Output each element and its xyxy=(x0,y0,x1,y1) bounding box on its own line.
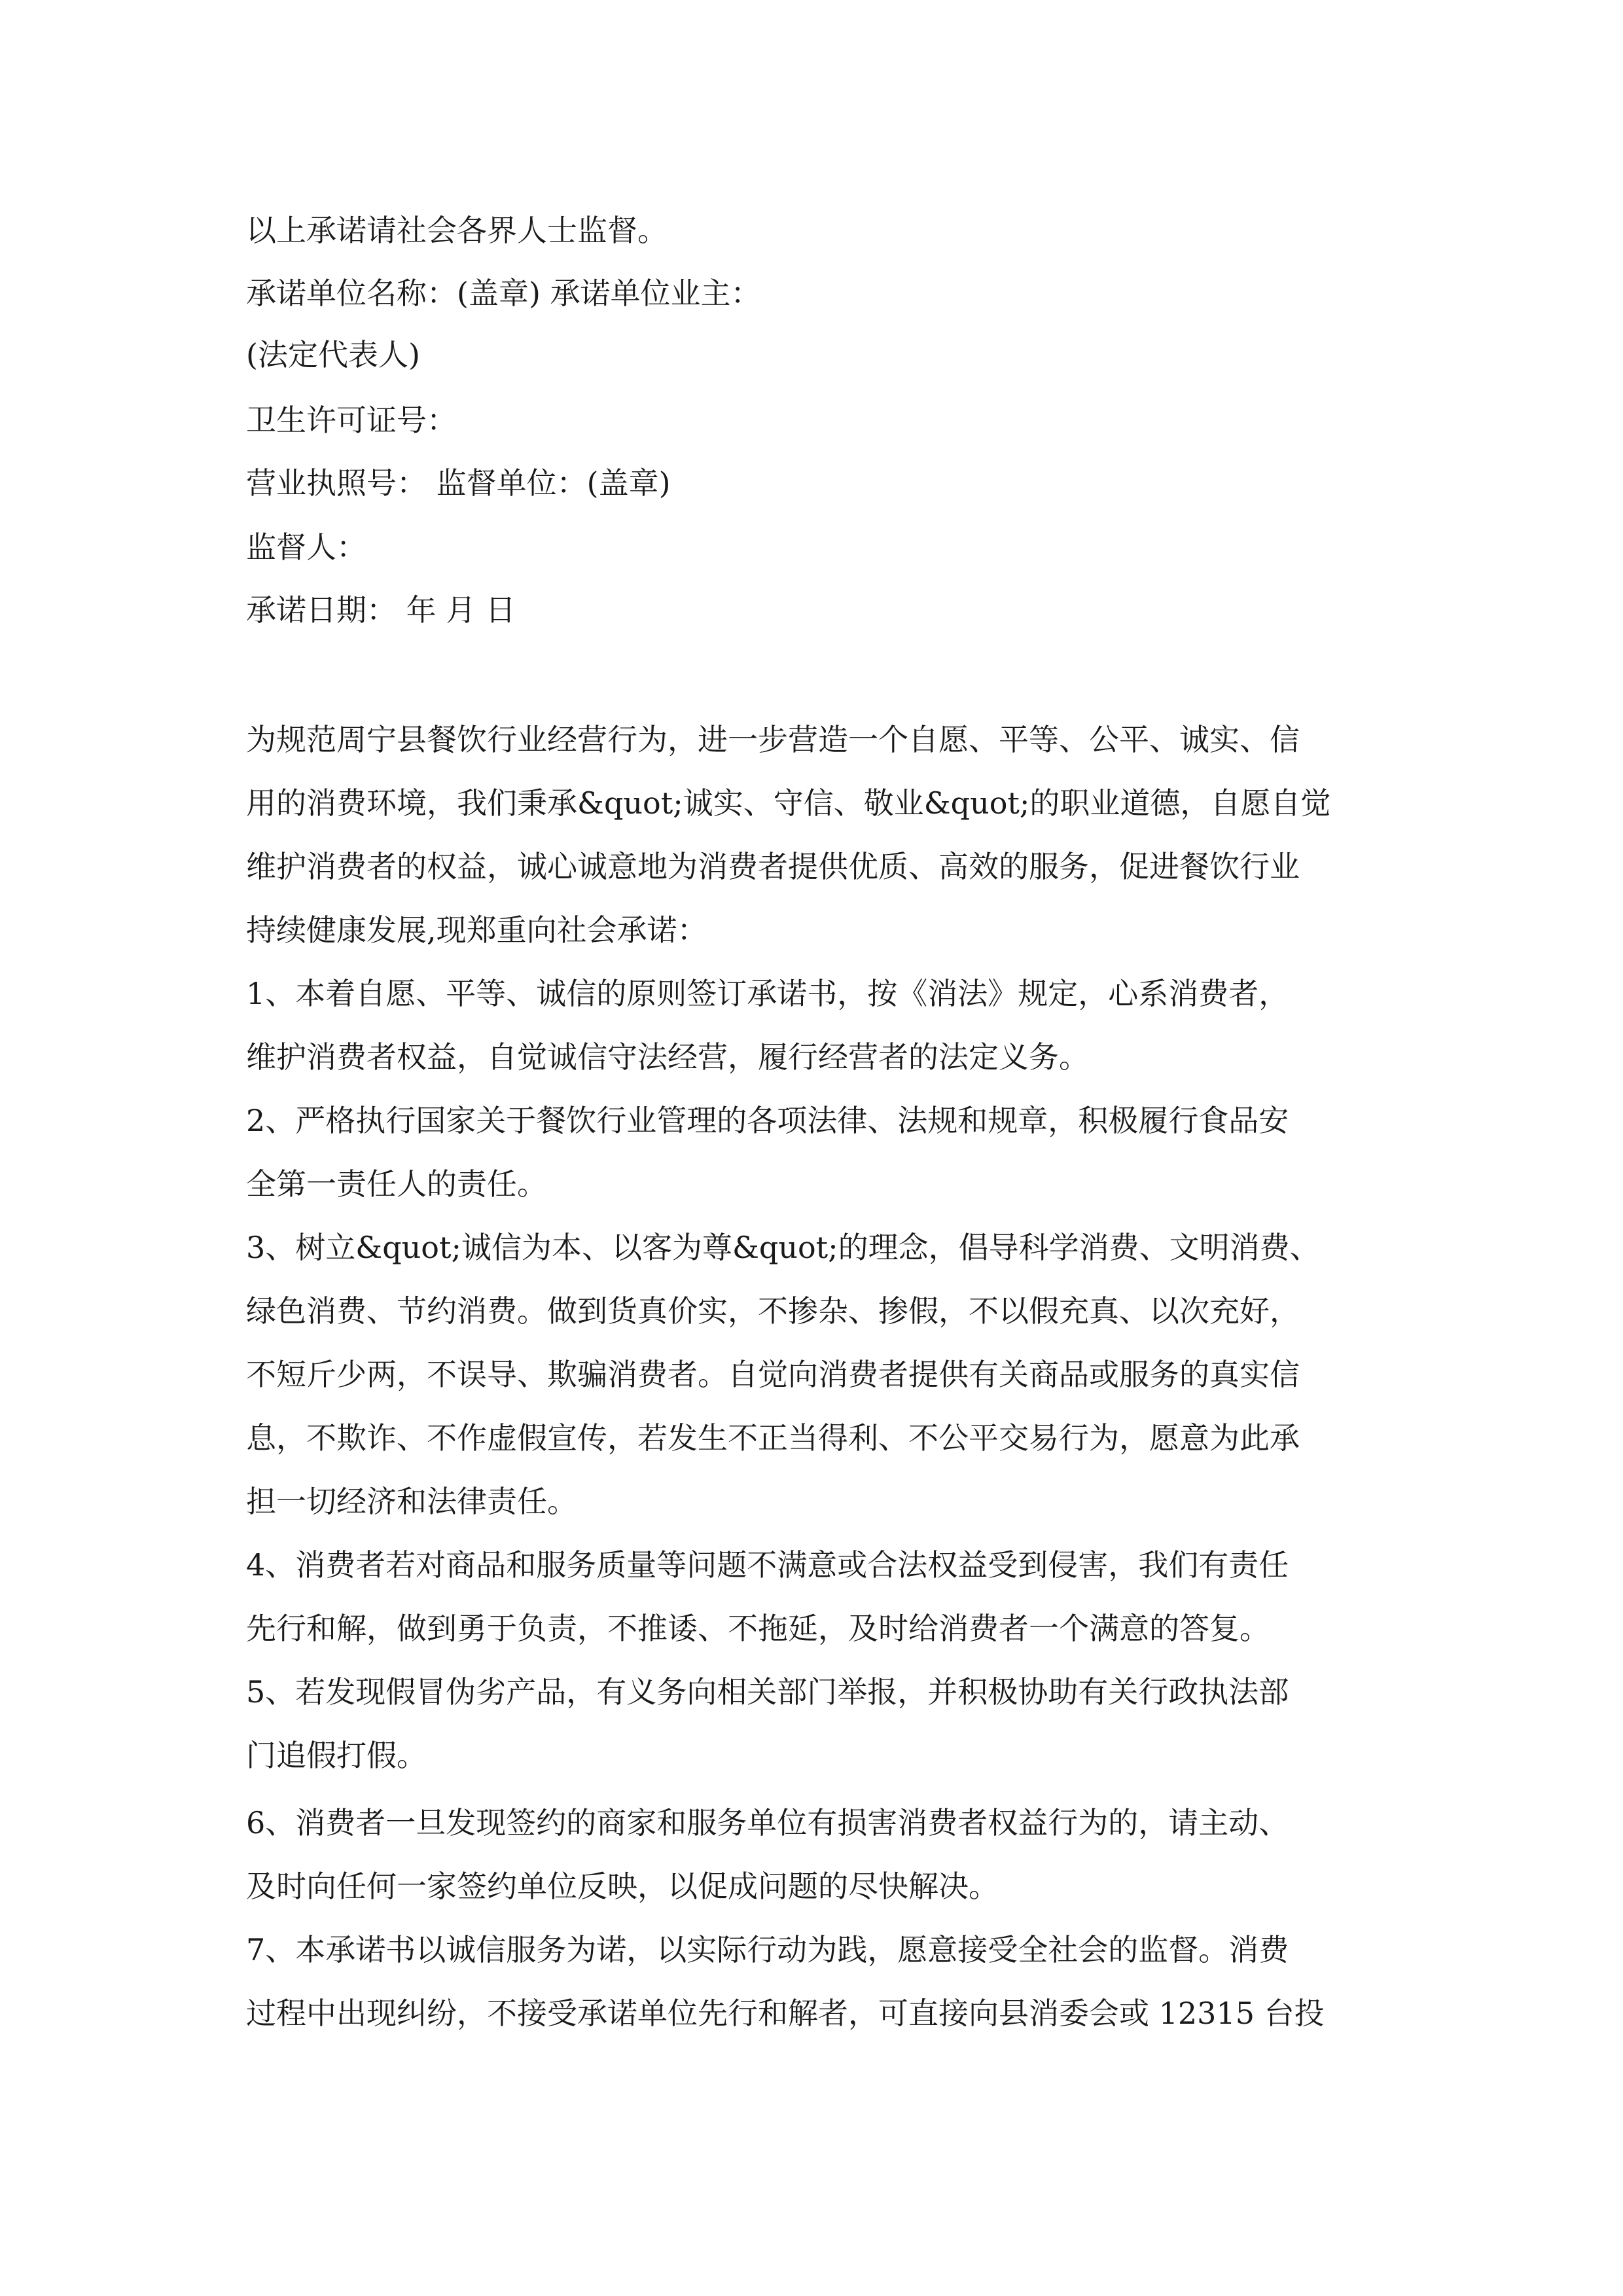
intro-line: 用的消费环境，我们秉承&quot;诚实、守信、敬业&quot;的职业道德，自愿自觉 xyxy=(246,785,1331,821)
item-5-line: 5、若发现假冒伪劣产品，有义务向相关部门举报，并积极协助有关行政执法部 xyxy=(246,1674,1289,1710)
license-supervisor-line: 营业执照号： 监督单位：(盖章) xyxy=(246,465,671,501)
item-3-line: 绿色消费、节约消费。做到货真价实，不掺杂、掺假，不以假充真、以次充好， xyxy=(246,1293,1300,1329)
unit-name-owner-line: 承诺单位名称：(盖章) 承诺单位业主： xyxy=(246,276,761,311)
item-4-line: 4、消费者若对商品和服务质量等问题不满意或合法权益受到侵害，我们有责任 xyxy=(246,1547,1289,1583)
item-1-line: 维护消费者权益，自觉诚信守法经营，履行经营者的法定义务。 xyxy=(246,1039,1089,1075)
item-3-line: 担一切经济和法律责任。 xyxy=(246,1484,577,1519)
item-6-line: 及时向任何一家签约单位反映，以促成问题的尽快解决。 xyxy=(246,1869,999,1904)
item-2-line: 全第一责任人的责任。 xyxy=(246,1166,547,1202)
item-3-line: 不短斤少两，不误导、欺骗消费者。自觉向消费者提供有关商品或服务的真实信 xyxy=(246,1357,1300,1392)
intro-line: 为规范周宁县餐饮行业经营行为，进一步营造一个自愿、平等、公平、诚实、信 xyxy=(246,722,1300,757)
item-7-line: 过程中出现纠纷，不接受承诺单位先行和解者，可直接向县消委会或 12315 台投 xyxy=(246,1996,1325,2031)
item-4-line: 先行和解，做到勇于负责，不推诿、不拖延，及时给消费者一个满意的答复。 xyxy=(246,1611,1270,1646)
supervision-note: 以上承诺请社会各界人士监督。 xyxy=(246,213,668,248)
item-2-line: 2、严格执行国家关于餐饮行业管理的各项法律、法规和规章，积极履行食品安 xyxy=(246,1103,1289,1138)
date-line: 承诺日期： 年 月 日 xyxy=(246,592,516,628)
item-3-line: 息，不欺诈、不作虚假宣传，若发生不正当得利、不公平交易行为，愿意为此承 xyxy=(246,1420,1300,1456)
intro-line: 维护消费者的权益，诚心诚意地为消费者提供优质、高效的服务，促进餐饮行业 xyxy=(246,849,1300,884)
supervisor-person-line: 监督人： xyxy=(246,529,366,565)
item-3-line: 3、树立&quot;诚信为本、以客为尊&quot;的理念，倡导科学消费、文明消费、 xyxy=(246,1230,1320,1265)
item-1-line: 1、本着自愿、平等、诚信的原则签订承诺书，按《消法》规定，心系消费者， xyxy=(246,976,1289,1011)
item-6-line: 6、消费者一旦发现签约的商家和服务单位有损害消费者权益行为的，请主动、 xyxy=(246,1805,1289,1840)
item-7-line: 7、本承诺书以诚信服务为诺，以实际行动为践，愿意接受全社会的监督。消费 xyxy=(246,1932,1289,1967)
item-5-line: 门追假打假。 xyxy=(246,1738,427,1773)
legal-rep-line: (法定代表人) xyxy=(246,337,420,372)
health-permit-line: 卫生许可证号： xyxy=(246,403,457,438)
intro-line: 持续健康发展,现郑重向社会承诺： xyxy=(246,912,707,948)
